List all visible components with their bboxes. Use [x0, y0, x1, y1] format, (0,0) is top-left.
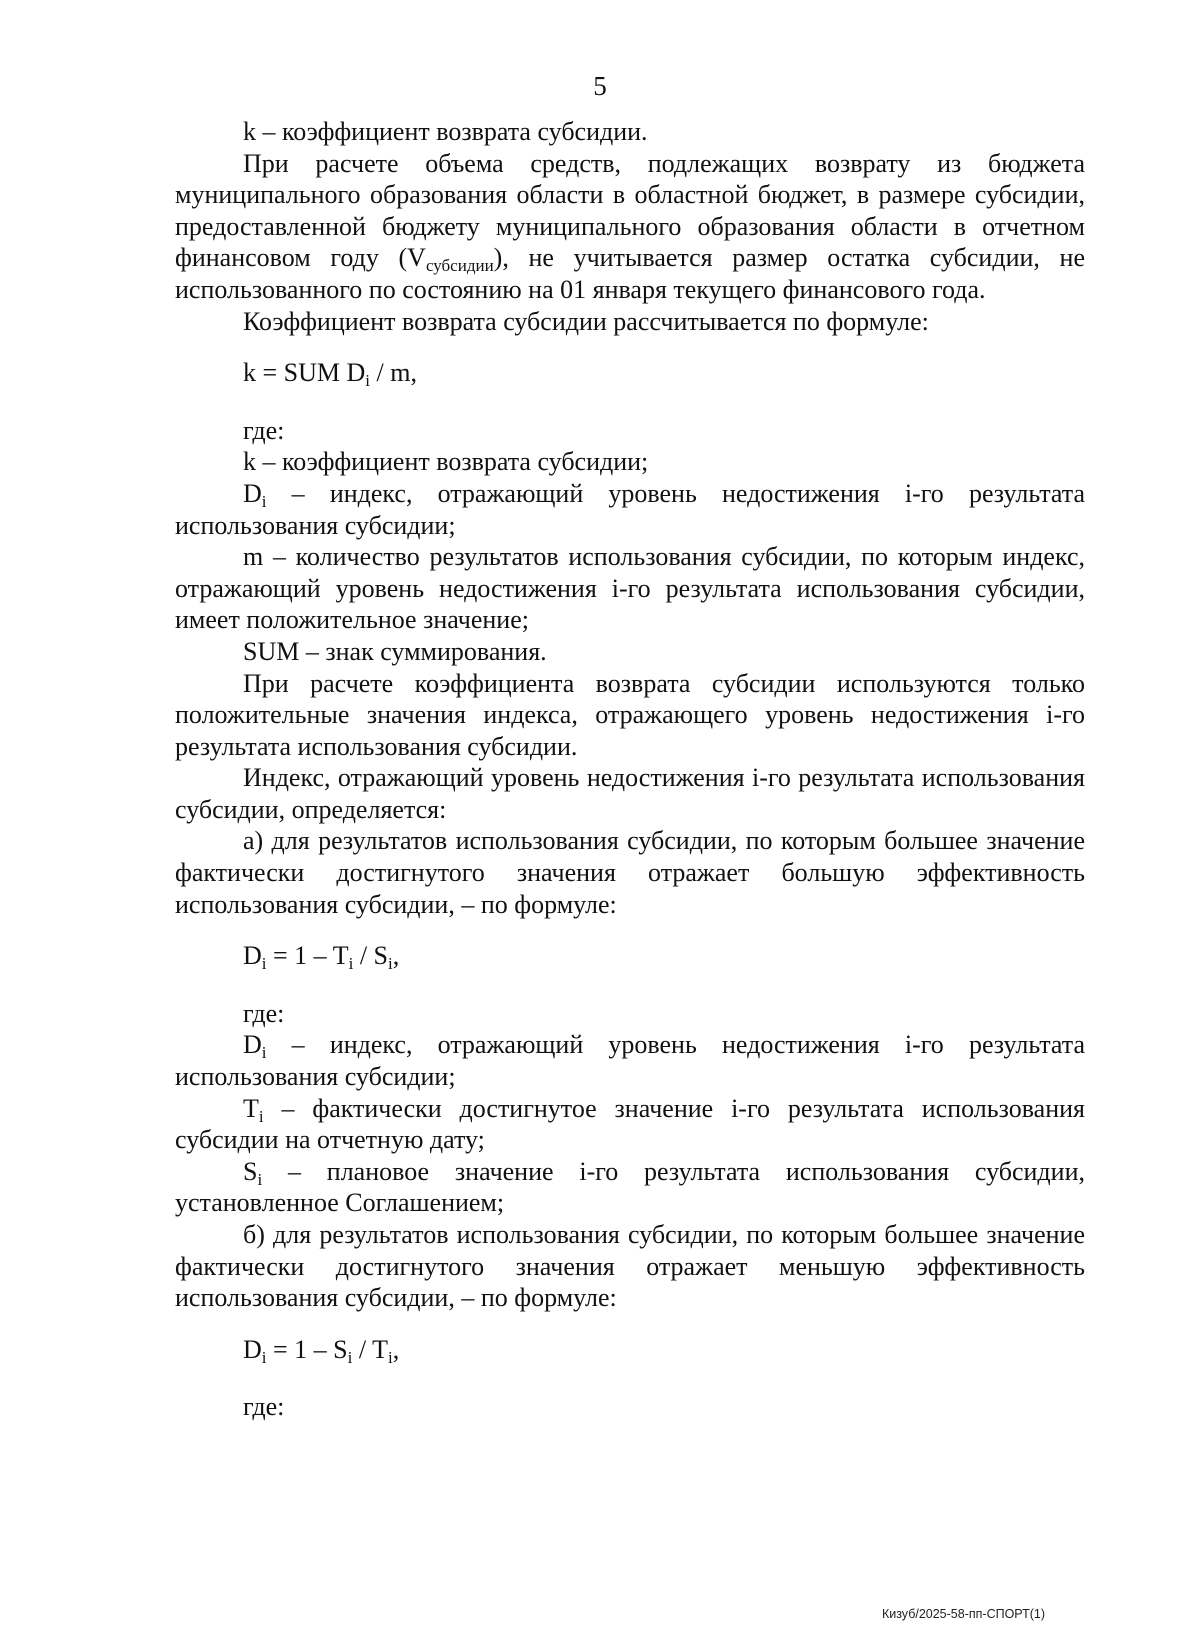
paragraph-k-definition: k – коэффициент возврата субсидии.: [243, 117, 648, 146]
subscript: i: [365, 371, 371, 391]
formula-part: ,: [392, 1334, 400, 1364]
formula-part: / m,: [370, 358, 417, 388]
document-body: [175, 116, 1085, 1423]
subscript: i: [257, 1169, 263, 1189]
text-fragment: – индекс, отражающий уровень недостижения i-го результата использования субсидии;: [175, 1030, 1085, 1092]
subscript: i: [388, 1347, 393, 1367]
text-fragment: – фактически достигнутое значение i-го результата использования субсидии на отчетную дату;: [175, 1093, 1085, 1155]
definition-k: k – коэффициент возврата субсидии;: [243, 447, 649, 477]
definition-d-case-a: [175, 1029, 1085, 1092]
formula-part: / T: [352, 1334, 389, 1364]
formula-d-case-b: [175, 1334, 1085, 1366]
subscript: i: [348, 954, 354, 974]
text-fragment: – плановое значение i-го результата использования субсидии, установленное Соглашением;: [175, 1156, 1085, 1218]
formula-d-case-a: [175, 940, 1085, 972]
page-number: 5: [593, 71, 607, 101]
paragraph-index-determined: Индекс, отражающий уровень недостижения i-го результата использования субсидии, определяется:: [175, 763, 1085, 824]
paragraph-case-a: а) для результатов использования субсидии, по которым большее значение фактически достигнутого значения отражает большую эффективность использования субсидии, – по формуле:: [175, 826, 1085, 919]
formula-part: D: [243, 1334, 262, 1364]
definition-s: [175, 1156, 1085, 1219]
subscript: i: [261, 954, 267, 974]
formula-part: k = SUM D: [243, 358, 366, 388]
text-fragment: D: [243, 1030, 262, 1060]
paragraph-formula-intro: Коэффициент возврата субсидии рассчитывается по формуле:: [243, 306, 929, 336]
subscript: i: [388, 954, 393, 974]
subscript: i: [261, 491, 267, 511]
formula-k: [175, 357, 1085, 389]
formula-part: / S: [353, 941, 389, 971]
text-fragment: При расчете объема средств, подлежащих возврату из бюджета муниципального образования области в областной бюджет, в размере субсидии, предоставленной бюджету муниципального образования области в отчетном финансовом году (V: [175, 148, 1085, 273]
text-fragment: D: [243, 478, 262, 508]
definition-sum: SUM – знак суммирования.: [243, 636, 547, 666]
definition-m: m – количество результатов использования субсидии, по которым индекс, отражающий уровень недостижения i-го результата использования субсидии, имеет положительное значение;: [175, 542, 1085, 635]
text-fragment: T: [243, 1093, 259, 1123]
subscript: субсидии: [425, 256, 494, 276]
formula-part: = 1 – S: [266, 1334, 348, 1364]
definition-d: [175, 478, 1085, 541]
subscript: i: [261, 1043, 267, 1063]
formula-part: ,: [392, 941, 400, 971]
formula-part: = 1 – T: [266, 941, 349, 971]
subscript: i: [258, 1106, 264, 1126]
where-label: где:: [243, 415, 285, 445]
paragraph-case-b: б) для результатов использования субсидии, по которым большее значение фактически достигнутого значения отражает меньшую эффективность использования субсидии, – по формуле:: [175, 1220, 1085, 1313]
formula-part: D: [243, 941, 262, 971]
definition-t: [175, 1093, 1085, 1156]
text-fragment: – индекс, отражающий уровень недостижения i-го результата использования субсидии;: [175, 478, 1085, 540]
paragraph-calculation-note: [175, 148, 1085, 306]
paragraph-positive-values: При расчете коэффициента возврата субсидии используются только положительные значения индекса, отражающего уровень недостижения i-го результата использования субсидии.: [175, 668, 1085, 761]
subscript: i: [347, 1347, 353, 1367]
where-label: где:: [243, 998, 285, 1028]
text-fragment: S: [243, 1156, 258, 1186]
document-code: Кизуб/2025-58-пп-СПОРТ(1): [881, 1607, 1045, 1621]
where-label: где:: [243, 1392, 285, 1422]
text-fragment: ), не учитывается размер остатка субсидии, не использованного по состоянию на 01 января текущего финансового года.: [175, 243, 1085, 304]
subscript: i: [261, 1347, 267, 1367]
